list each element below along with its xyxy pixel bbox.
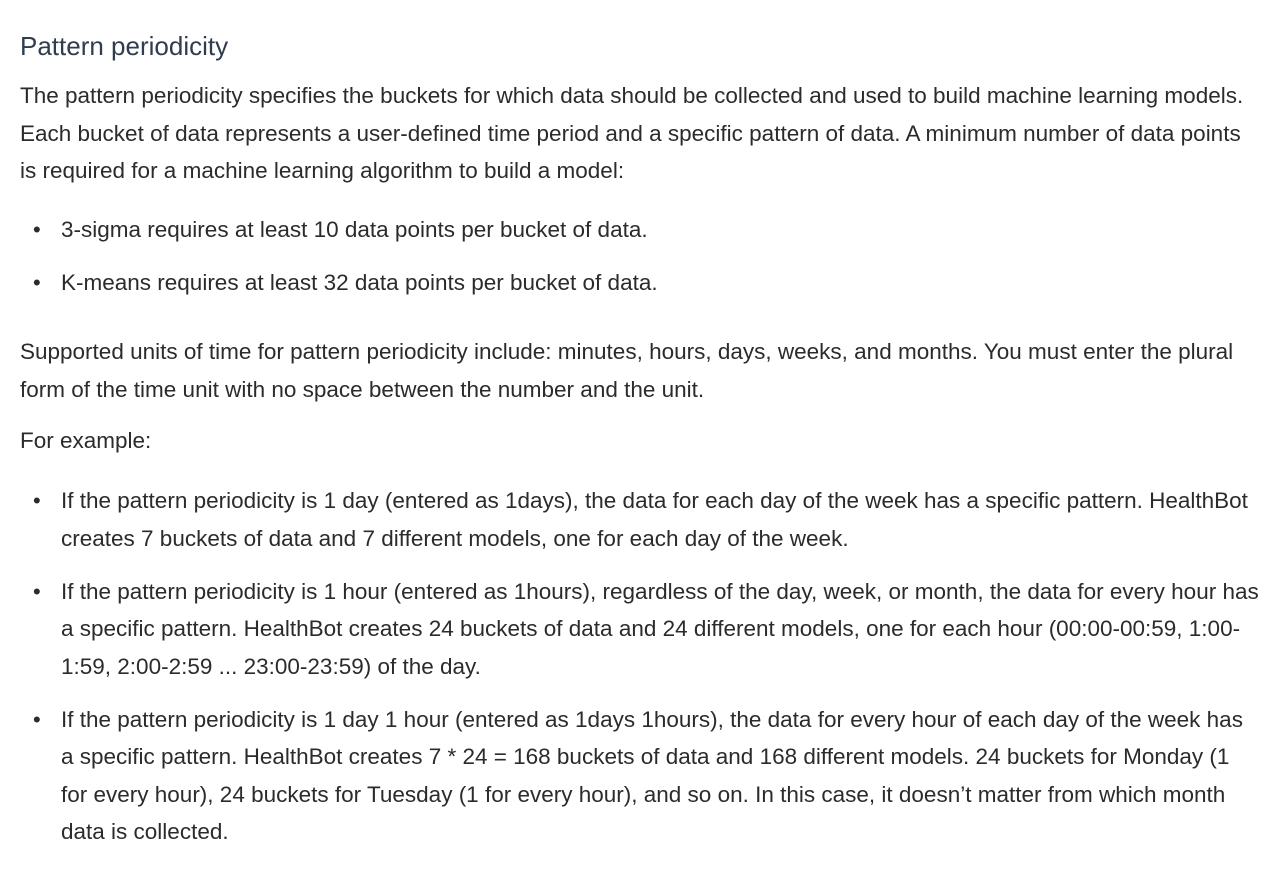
intro-paragraph: The pattern periodicity specifies the buckets for which data should be collected and used to build machine learning models. Each bucket of data represents a user-defined time period and a specific pattern of data. A minimum number of data points is required for a machine learning algorithm to build a model: <box>20 83 1244 183</box>
example-label: For example: <box>20 428 152 453</box>
list-item <box>20 573 1260 686</box>
list-item-text: If the pattern periodicity is 1 day 1 hour (entered as 1days 1hours), the data for every hour of each day of the week has a specific pattern. HealthBot creates 7 * 24 = 168 buckets of data and 168 different models. 24 buckets for Monday (1 for every hour), 24 buckets for Tuesday (1 for every hour), and so on. In this case, it doesn’t matter from which month data is collected. <box>61 706 1243 844</box>
examples-list <box>20 482 1260 866</box>
bullet-icon: • <box>33 217 41 242</box>
list-item-text: K-means requires at least 32 data points per bucket of data. <box>61 270 658 295</box>
bullet-icon: • <box>33 706 41 732</box>
list-item-text: If the pattern periodicity is 1 day (entered as 1days), the data for each day of the week has a specific pattern. HealthBot creates 7 buckets of data and 7 different models, one for each day of the week. <box>61 488 1248 551</box>
list-item <box>20 482 1260 557</box>
list-item-text: If the pattern periodicity is 1 hour (entered as 1hours), regardless of the day, week, or month, the data for every hour has a specific pattern. HealthBot creates 24 buckets of data and 24 different models, one for each hour (00:00-00:59, 1:00-1:59, 2:00-2:59 ... 23:00-23:59) of the day. <box>61 578 1259 679</box>
list-item-text: 3-sigma requires at least 10 data points per bucket of data. <box>61 217 648 242</box>
section-title: Pattern periodicity <box>20 31 229 61</box>
bullet-icon: • <box>33 488 41 513</box>
time-units-paragraph: Supported units of time for pattern periodicity include: minutes, hours, days, weeks, and months. You must enter the plural form of the time unit with no space between the number and the unit. <box>20 339 1234 402</box>
list-item <box>20 264 1260 302</box>
bullet-icon: • <box>33 270 41 295</box>
list-item <box>20 211 1260 249</box>
algorithm-requirements-list <box>20 211 1260 317</box>
list-item <box>20 701 1260 851</box>
bullet-icon: • <box>33 578 41 604</box>
